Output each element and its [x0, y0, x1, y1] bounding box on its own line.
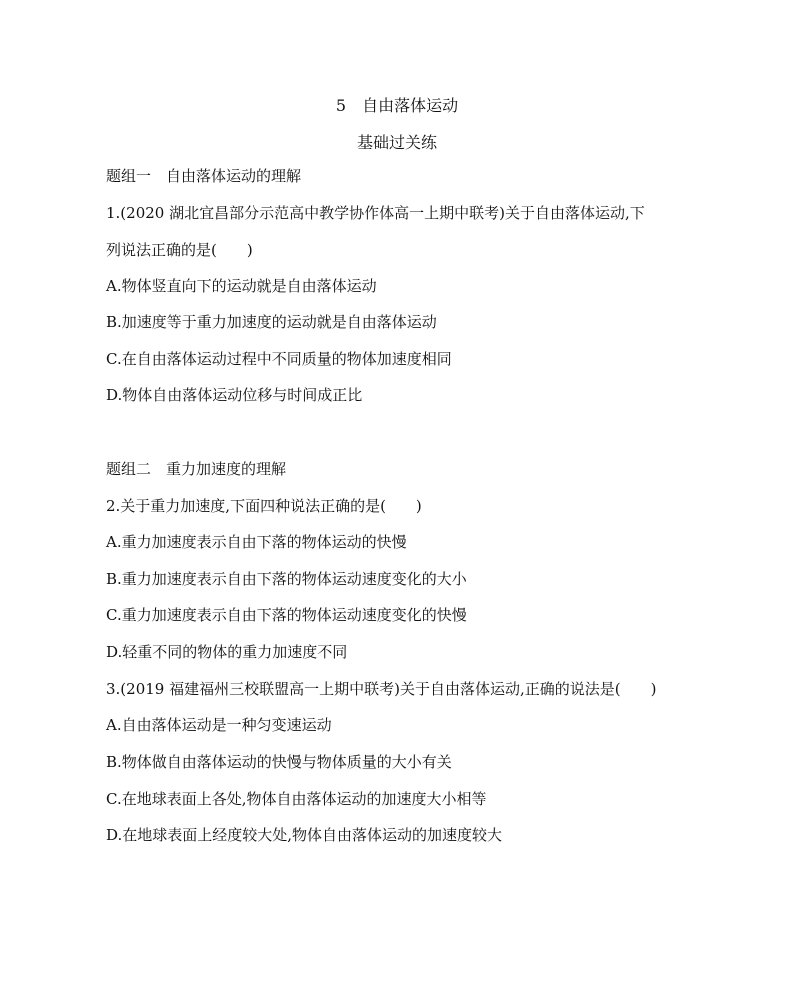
question-2-option-c: C.重力加速度表示自由下落的物体运动速度变化的快慢 — [106, 606, 467, 624]
question-1-option-a: A.物体竖直向下的运动就是自由落体运动 — [106, 277, 377, 295]
question-1-option-c: C.在自由落体运动过程中不同质量的物体加速度相同 — [106, 350, 452, 368]
question-3-option-b: B.物体做自由落体运动的快慢与物体质量的大小有关 — [106, 753, 452, 771]
question-1-option-b: B.加速度等于重力加速度的运动就是自由落体运动 — [106, 313, 437, 331]
question-3-stem: 3.(2019 福建福州三校联盟高一上期中联考)关于自由落体运动,正确的说法是( ) — [106, 680, 657, 698]
question-3-option-a: A.自由落体运动是一种匀变速运动 — [106, 716, 332, 734]
question-3-option-d: D.在地球表面上经度较大处,物体自由落体运动的加速度较大 — [106, 826, 503, 844]
question-2-option-a: A.重力加速度表示自由下落的物体运动的快慢 — [106, 533, 407, 551]
lesson-title: 5 自由落体运动 — [335, 96, 459, 115]
question-1-option-d: D.物体自由落体运动位移与时间成正比 — [106, 386, 363, 404]
group-2-heading: 题组二 重力加速度的理解 — [106, 460, 287, 478]
question-2-option-d: D.轻重不同的物体的重力加速度不同 — [106, 643, 348, 661]
question-2-stem: 2.关于重力加速度,下面四种说法正确的是( ) — [106, 497, 422, 515]
question-3-option-c: C.在地球表面上各处,物体自由落体运动的加速度大小相等 — [106, 790, 487, 808]
question-2-option-b: B.重力加速度表示自由下落的物体运动速度变化的大小 — [106, 570, 467, 588]
question-1-stem-line-1: 1.(2020 湖北宜昌部分示范高中教学协作体高一上期中联考)关于自由落体运动,下 — [106, 204, 645, 222]
question-1-stem-line-2: 列说法正确的是( ) — [106, 241, 253, 259]
section-subtitle: 基础过关练 — [356, 133, 437, 152]
group-1-heading: 题组一 自由落体运动的理解 — [106, 167, 302, 185]
